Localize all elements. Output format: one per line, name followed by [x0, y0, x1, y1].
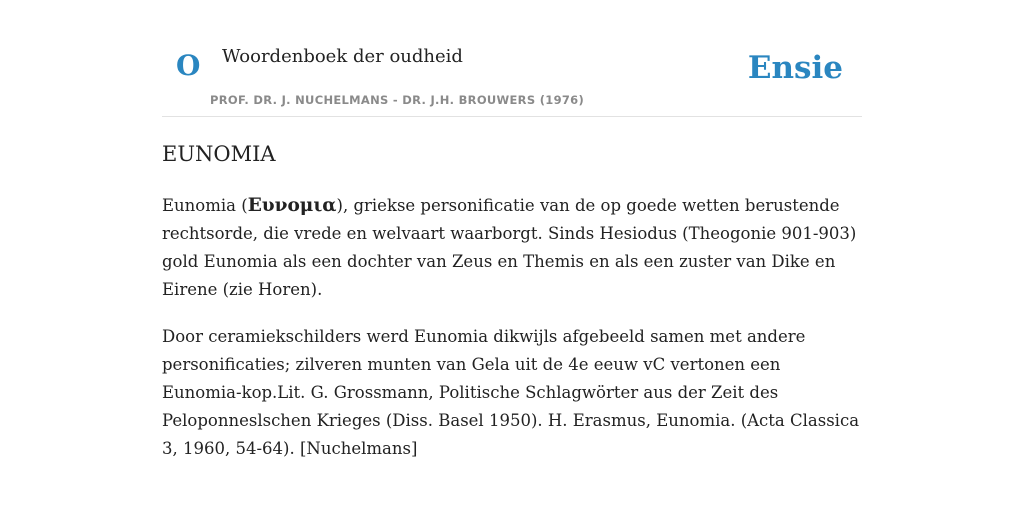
- dictionary-header: [162, 40, 862, 117]
- entry-title: EUNOMIA: [162, 142, 276, 166]
- letter-index-link[interactable]: O: [176, 49, 201, 82]
- greek-term: Ευνομια: [247, 195, 337, 216]
- paragraph-1-rest: ), griekse personificatie van de op goede wetten berustende rechtsorde, die vrede en welvaart waarborgt. Sinds Hesiodus (Theogonie 901-903) gold Eunomia als een dochter van Zeus en Themis en als een zuster van Dike en Eirene (zie Horen).: [162, 196, 857, 299]
- dictionary-authors: PROF. DR. J. NUCHELMANS - DR. J.H. BROUWERS (1976): [210, 93, 585, 107]
- dictionary-title-link[interactable]: Woordenboek der oudheid: [222, 46, 463, 67]
- entry-paragraph-1: [162, 192, 862, 304]
- paragraph-1-start: Eunomia (: [162, 196, 248, 215]
- ensie-logo-link[interactable]: Ensie: [747, 50, 843, 86]
- entry-paragraph-2: Door ceramiekschilders werd Eunomia dikwijls afgebeeld samen met andere personificaties; zilveren munten van Gela uit de 4e eeuw vC vertonen een Eunomia-kop.Lit. G. Grossmann, Politische Schlagwörter aus der Zeit des Peloponneslschen Krieges (Diss. Basel 1950). H. Erasmus, Eunomia. (Acta Classica 3, 1960, 54-64). [Nuchelmans]: [162, 327, 860, 458]
